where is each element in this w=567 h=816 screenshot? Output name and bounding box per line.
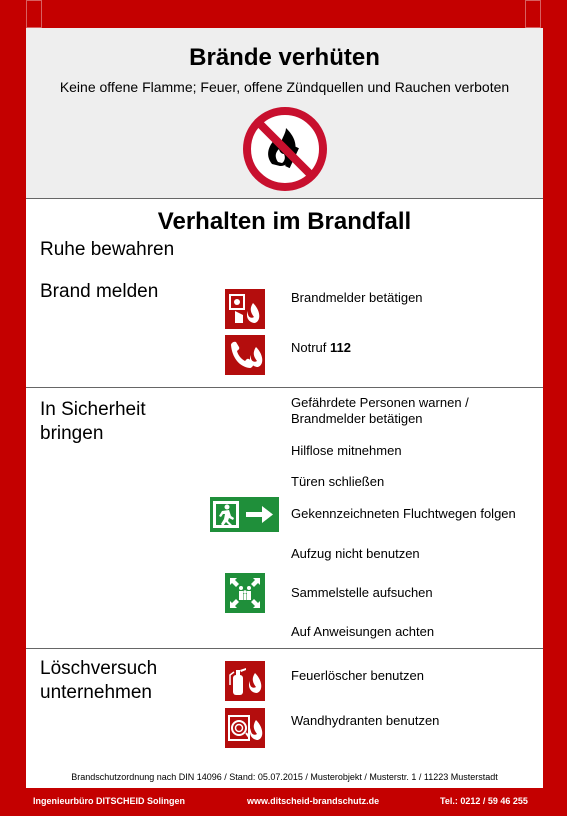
list-item: Gekennzeichneten Fluchtwegen folgen <box>291 506 516 521</box>
fire-hose-reel-icon <box>225 708 265 748</box>
list-item <box>291 340 351 356</box>
list-item: Feuerlöscher benutzen <box>291 668 424 683</box>
emergency-number: 112 <box>330 340 351 355</box>
section-label-safety <box>40 398 146 446</box>
footer-company: Ingenieurbüro DITSCHEID Solingen <box>33 796 186 806</box>
list-item <box>291 395 469 427</box>
divider <box>26 387 543 388</box>
footer-phone: Tel.: 0212 / 59 46 255 <box>440 796 528 806</box>
section-label-calm: Ruhe bewahren <box>40 239 175 260</box>
fire-extinguisher-icon <box>225 661 265 701</box>
section-label-line: bringen <box>40 423 104 444</box>
frame-tab <box>26 0 42 28</box>
section-heading: Verhalten im Brandfall <box>157 208 412 235</box>
list-item: Sammelstelle aufsuchen <box>291 585 433 600</box>
list-item-line: Gefährdete Personen warnen / <box>291 395 469 410</box>
section-label-line: In Sicherheit <box>40 399 146 420</box>
fire-alarm-call-point-icon <box>225 289 265 329</box>
list-item: Wandhydranten benutzen <box>291 713 440 728</box>
section-label-line: Löschversuch <box>40 658 158 679</box>
list-item-line: Brandmelder betätigen <box>291 411 423 426</box>
list-item: Türen schließen <box>291 474 385 489</box>
list-item: Brandmelder betätigen <box>291 290 423 305</box>
list-item-text: Notruf <box>291 340 331 355</box>
section-label-report: Brand melden <box>40 281 159 302</box>
assembly-point-icon <box>225 573 265 613</box>
list-item: Auf Anweisungen achten <box>291 624 435 639</box>
list-item: Hilflose mitnehmen <box>291 443 402 458</box>
page-title: Brände verhüten <box>189 44 380 71</box>
footer-website[interactable]: www.ditscheid-brandschutz.de <box>247 796 380 806</box>
divider <box>26 198 543 199</box>
frame-tab <box>525 0 541 28</box>
divider <box>26 648 543 649</box>
emergency-exit-right-icon <box>210 497 279 532</box>
section-label-extinguish <box>40 657 157 705</box>
page-subtitle: Keine offene Flamme; Feuer, offene Zündquellen und Rauchen verboten <box>59 79 510 95</box>
poster-panel <box>26 28 543 788</box>
no-open-flame-icon <box>242 106 328 192</box>
fire-emergency-telephone-icon <box>225 335 265 375</box>
footnote: Brandschutzordnung nach DIN 14096 / Stand: 05.07.2015 / Musterobjekt / Musterstr. 1 / 11223 Musterstadt <box>71 772 498 782</box>
section-label-line: unternehmen <box>40 682 152 703</box>
list-item: Aufzug nicht benutzen <box>291 546 420 561</box>
